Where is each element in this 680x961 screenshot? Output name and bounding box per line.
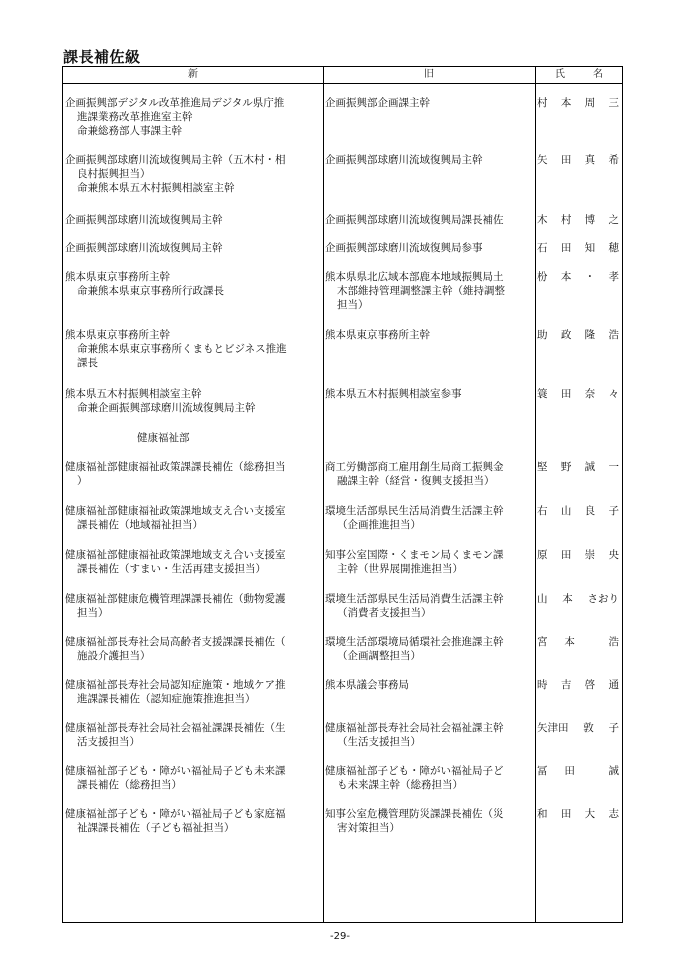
name-char: 山	[560, 505, 572, 517]
person-name	[537, 460, 619, 474]
person-name	[537, 807, 619, 821]
name-char: 本	[560, 271, 572, 283]
new-position-line: 健康福祉部健康福祉政策課地域支え合い支援室	[65, 549, 286, 561]
header-name-char: 氏	[555, 69, 565, 80]
old-position-line: 企画振興部球磨川流域復興局主幹	[325, 154, 483, 166]
column-divider	[535, 67, 536, 922]
name-char: 子	[608, 722, 619, 734]
new-position-line: 熊本県東京事務所主幹	[65, 271, 170, 283]
header-name-char: 名	[593, 69, 603, 80]
name-char: 田	[560, 242, 572, 254]
old-position-line: 熊本県五木村振興相談室参事	[325, 388, 462, 400]
old-position-line: 知事公室国際・くまモン局くまモン課	[325, 549, 504, 561]
name-char: 矢	[537, 154, 548, 166]
old-position-line: 商工労働部商工雇用創生局商工振興金	[325, 461, 504, 473]
new-position-line: 良村振興担当）	[77, 168, 151, 180]
name-char: 右	[537, 505, 548, 517]
name-char: 本	[560, 97, 572, 109]
name-char: 野	[560, 461, 572, 473]
name-char: 敦	[583, 722, 594, 734]
name-char: 央	[608, 549, 619, 561]
old-position-line: 熊本県東京事務所主幹	[325, 329, 430, 341]
person-name	[537, 241, 619, 255]
old-position-line: 融課主幹（経営・復興支援担当）	[337, 475, 495, 487]
new-position-line: 命兼熊本県東京事務所行政課長	[77, 285, 224, 297]
name-char: 助	[537, 329, 548, 341]
new-position-line: 熊本県五木村振興相談室主幹	[65, 388, 202, 400]
name-char: 村	[537, 97, 548, 109]
new-position-line: 企画振興部デジタル改革推進局デジタル県庁推	[65, 97, 285, 109]
new-position	[65, 721, 322, 749]
old-position	[325, 807, 535, 835]
new-position-line: 進課課長補佐（認知症施策推進担当）	[77, 693, 256, 705]
name-char: 田	[564, 765, 575, 777]
page-title: 課長補佐級	[63, 48, 141, 66]
name-char: 真	[584, 154, 596, 166]
old-position-line: 環境生活部県民生活局消費生活課主幹	[325, 593, 504, 605]
name-char: 知	[584, 242, 596, 254]
name-char: 村	[560, 214, 572, 226]
new-position	[65, 241, 322, 255]
new-position	[65, 635, 322, 663]
column-divider	[323, 67, 324, 922]
new-position	[65, 270, 322, 298]
new-position-line: 企画振興部球磨川流域復興局主幹	[65, 242, 223, 254]
old-position	[325, 270, 535, 312]
person-name	[537, 635, 619, 649]
new-position-line: 健康福祉部健康危機管理課課長補佐（動物愛護	[65, 593, 286, 605]
new-position-line: 命兼企画振興部球磨川流域復興局主幹	[77, 402, 256, 414]
person-name	[537, 387, 619, 401]
old-position-line: 環境生活部環境局循環社会推進課主幹	[325, 636, 504, 648]
name-char: 山	[537, 593, 548, 605]
old-position-line: （生活支援担当）	[337, 736, 421, 748]
old-position	[325, 153, 535, 167]
name-char: 一	[608, 461, 619, 473]
personnel-table	[62, 66, 623, 923]
new-position-line: 進課業務改革推進室主幹	[77, 111, 193, 123]
name-char: 時	[537, 679, 548, 691]
old-position	[325, 678, 535, 692]
new-position-line: 健康福祉部子ども・障がい福祉局子ども未来課	[65, 765, 286, 777]
new-position-line: 祉課課長補佐（子ども福祉担当）	[77, 822, 235, 834]
name-char: 周	[584, 97, 596, 109]
new-position-line: 健康福祉部健康福祉政策課地域支え合い支援室	[65, 505, 286, 517]
name-char: 奈	[584, 388, 596, 400]
name-char: 隆	[584, 329, 596, 341]
name-char: 孝	[608, 271, 619, 283]
old-position	[325, 460, 535, 488]
new-position-line: 課長補佐（地域福祉担当）	[77, 519, 203, 531]
name-char: 原	[537, 549, 548, 561]
name-char: 石	[537, 242, 548, 254]
new-position-line: 命兼総務部人事課主幹	[77, 125, 182, 137]
table-header	[63, 67, 622, 84]
old-position-line: 主幹（世界展開推進担当）	[337, 563, 463, 575]
old-position-line: （企画調整担当）	[337, 650, 421, 662]
old-position	[325, 592, 535, 620]
name-char: 本	[562, 593, 573, 605]
new-position	[65, 764, 322, 792]
new-position-line: 命兼熊本県五木村振興相談室主幹	[77, 182, 235, 194]
old-position-line: 企画振興部球磨川流域復興局課長補佐	[325, 214, 504, 226]
header-new: 新	[188, 69, 198, 80]
old-position-line: 熊本県議会事務局	[325, 679, 409, 691]
new-position-line: 課長	[77, 357, 98, 369]
old-position-line: 熊本県県北広域本部鹿本地域振興局土	[325, 271, 504, 283]
name-char: 田	[560, 549, 572, 561]
name-char: ・	[584, 271, 596, 283]
name-char: 浩	[608, 636, 619, 648]
name-char: 和	[537, 808, 548, 820]
name-char: 田	[560, 808, 572, 820]
new-position-line: 健康福祉部長寿社会局認知症施策・地域ケア推	[65, 679, 286, 691]
name-char: 浩	[608, 329, 619, 341]
name-char: さおり	[587, 593, 619, 605]
name-char: 吉	[560, 679, 572, 691]
new-position	[65, 213, 322, 227]
old-position-line: 担当）	[337, 299, 369, 311]
name-char: 々	[608, 388, 619, 400]
new-position	[65, 387, 322, 415]
person-name	[537, 504, 619, 518]
new-position	[65, 153, 322, 195]
person-name	[537, 592, 619, 606]
old-position	[325, 213, 535, 227]
name-char: 啓	[584, 679, 596, 691]
new-position	[65, 96, 322, 138]
new-position-line: 健康福祉部健康福祉政策課課長補佐（総務担当	[65, 461, 286, 473]
old-position-line: 企画振興部企画課主幹	[325, 97, 430, 109]
old-position-line: 健康福祉部長寿社会局社会福祉課主幹	[325, 722, 504, 734]
name-char: 通	[608, 679, 619, 691]
header-name	[535, 67, 623, 83]
old-position-line: （企画推進担当）	[337, 519, 421, 531]
old-position-line: 知事公室危機管理防災課課長補佐（災	[325, 808, 504, 820]
old-position-line: 木部維持管理調整課主幹（維持調整	[337, 285, 505, 297]
person-name	[537, 153, 619, 167]
old-position	[325, 635, 535, 663]
new-position	[65, 460, 322, 488]
new-position-line: 企画振興部球磨川流域復興局主幹	[65, 214, 223, 226]
name-char: 良	[584, 505, 596, 517]
section-heading: 健康福祉部	[137, 432, 190, 444]
name-char: 誠	[608, 765, 619, 777]
name-char: 矢津田	[537, 722, 569, 734]
new-position-line: 企画振興部球磨川流域復興局主幹（五木村・相	[65, 154, 286, 166]
new-position-line: 健康福祉部長寿社会局社会福祉課課長補佐（生	[65, 722, 286, 734]
old-position	[325, 764, 535, 792]
name-char: 政	[560, 329, 572, 341]
person-name	[537, 328, 619, 342]
new-position-line: 担当）	[77, 607, 109, 619]
name-char: 大	[584, 808, 596, 820]
name-char: 博	[584, 214, 596, 226]
person-name	[537, 764, 619, 778]
old-position	[325, 328, 535, 342]
name-char: 木	[537, 214, 548, 226]
name-char: 子	[608, 505, 619, 517]
name-char: 田	[560, 388, 572, 400]
name-char: 本	[564, 636, 575, 648]
new-position-line: 命兼熊本県東京事務所くまもとビジネス推進	[77, 343, 287, 355]
name-char: 簑	[537, 388, 548, 400]
header-old: 旧	[424, 69, 434, 80]
old-position-line: （消費者支援担当）	[337, 607, 432, 619]
old-position	[325, 504, 535, 532]
person-name	[537, 270, 619, 284]
name-char: 三	[608, 97, 619, 109]
new-position	[65, 678, 322, 706]
old-position	[325, 387, 535, 401]
new-position	[65, 328, 322, 370]
name-char: 田	[560, 154, 572, 166]
name-char: 宮	[537, 636, 548, 648]
person-name	[537, 96, 619, 110]
old-position	[325, 721, 535, 749]
new-position-line: 健康福祉部子ども・障がい福祉局子ども家庭福	[65, 808, 286, 820]
new-position	[65, 592, 322, 620]
old-position-line: 健康福祉部子ども・障がい福祉局子ど	[325, 765, 504, 777]
name-char: 之	[608, 214, 619, 226]
old-position	[325, 96, 535, 110]
person-name	[537, 678, 619, 692]
person-name	[537, 213, 619, 227]
new-position-line: 熊本県東京事務所主幹	[65, 329, 170, 341]
new-position-line: ）	[77, 475, 88, 487]
name-char: 冨	[537, 765, 548, 777]
old-position	[325, 548, 535, 576]
name-char: 希	[608, 154, 619, 166]
new-position	[65, 504, 322, 532]
person-name	[537, 721, 619, 735]
name-char: 枌	[537, 271, 548, 283]
name-char: 穂	[608, 242, 619, 254]
name-char: 志	[608, 808, 619, 820]
new-position-line: 健康福祉部長寿社会局高齢者支援課課長補佐（	[65, 636, 286, 648]
name-char: 堅	[537, 461, 548, 473]
old-position-line: 企画振興部球磨川流域復興局参事	[325, 242, 483, 254]
new-position-line: 課長補佐（総務担当）	[77, 779, 182, 791]
old-position	[325, 241, 535, 255]
new-position-line: 施設介護担当）	[77, 650, 151, 662]
page-number: -29-	[330, 931, 350, 942]
name-char: 崇	[584, 549, 596, 561]
new-position-line: 活支援担当）	[77, 736, 140, 748]
old-position-line: 害対策担当）	[337, 822, 400, 834]
new-position	[65, 548, 322, 576]
new-position-line: 課長補佐（すまい・生活再建支援担当）	[77, 563, 266, 575]
name-char: 誠	[584, 461, 596, 473]
new-position	[65, 807, 322, 835]
person-name	[537, 548, 619, 562]
old-position-line: も未来課主幹（総務担当）	[337, 779, 463, 791]
old-position-line: 環境生活部県民生活局消費生活課主幹	[325, 505, 504, 517]
